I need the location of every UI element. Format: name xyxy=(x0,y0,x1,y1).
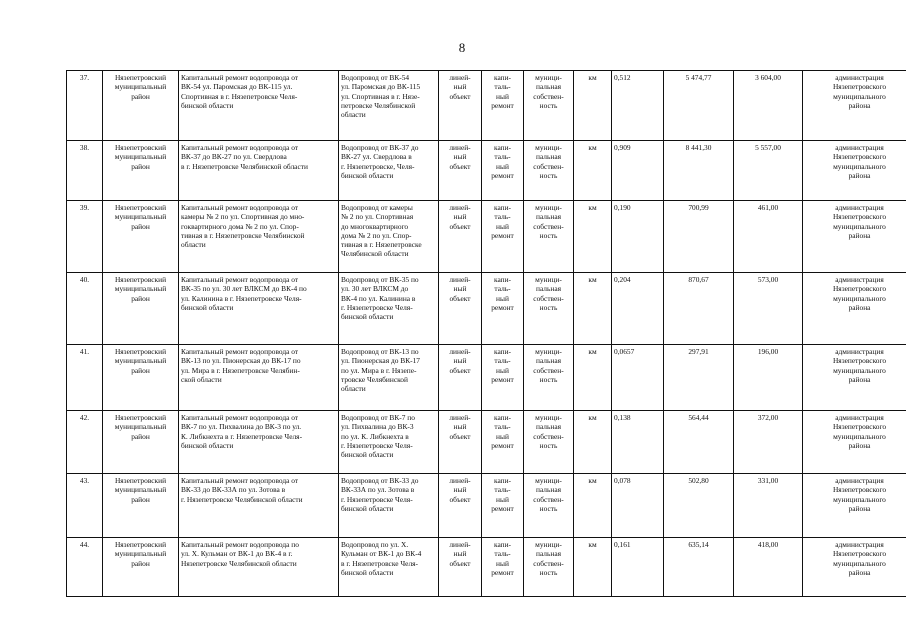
page-number: 8 xyxy=(458,40,466,55)
property-cell-text: муници- пальная собствен- ность xyxy=(533,203,564,240)
organization-cell xyxy=(803,201,906,273)
row-number-cell-text: 42. xyxy=(79,413,90,422)
project-name-cell xyxy=(179,141,339,201)
quantity-cell-text: 0,078 xyxy=(614,476,631,485)
unit-cell xyxy=(574,141,612,201)
organization-cell-text: администрация Нязепетровского муниципального района xyxy=(832,275,887,312)
row-number-cell-text: 44. xyxy=(79,540,90,549)
quantity-cell-text: 0,161 xyxy=(614,540,631,549)
object-type-cell-text: линей- ный объект xyxy=(449,73,471,101)
row-number-cell-text: 38. xyxy=(79,143,90,152)
budget-cell-text: 573,00 xyxy=(757,275,779,284)
property-cell xyxy=(524,538,574,597)
quantity-cell xyxy=(612,71,664,141)
budget-cell xyxy=(734,474,803,538)
cost-cell xyxy=(664,474,734,538)
cost-cell xyxy=(664,273,734,345)
registry-table-body xyxy=(67,71,906,597)
unit-cell-text: км xyxy=(588,143,597,152)
budget-cell xyxy=(734,141,803,201)
unit-cell-text: км xyxy=(588,476,597,485)
cost-cell-text: 8 441,30 xyxy=(685,143,712,152)
budget-cell-text: 418,00 xyxy=(757,540,779,549)
unit-cell xyxy=(574,345,612,411)
district-cell xyxy=(103,345,179,411)
budget-cell xyxy=(734,411,803,474)
property-cell xyxy=(524,474,574,538)
work-type-cell-text: капи- таль- ный ремонт xyxy=(491,347,514,384)
district-cell-text: Нязепетровский муниципальный район xyxy=(114,347,167,375)
quantity-cell-text: 0,138 xyxy=(614,413,631,422)
object-cell xyxy=(339,474,439,538)
object-type-cell-text: линей- ный объект xyxy=(449,413,471,441)
budget-cell-text: 372,00 xyxy=(757,413,779,422)
property-cell xyxy=(524,201,574,273)
property-cell-text: муници- пальная собствен- ность xyxy=(533,476,564,513)
table-row xyxy=(67,71,906,141)
budget-cell xyxy=(734,201,803,273)
district-cell xyxy=(103,411,179,474)
object-type-cell xyxy=(439,474,482,538)
cost-cell-text: 635,14 xyxy=(688,540,709,549)
property-cell-text: муници- пальная собствен- ность xyxy=(533,143,564,180)
property-cell-text: муници- пальная собствен- ность xyxy=(533,540,564,577)
cost-cell-text: 564,44 xyxy=(688,413,709,422)
organization-cell xyxy=(803,474,906,538)
cost-cell xyxy=(664,345,734,411)
unit-cell-text: км xyxy=(588,347,597,356)
quantity-cell xyxy=(612,538,664,597)
quantity-cell-text: 0,190 xyxy=(614,203,631,212)
organization-cell-text: администрация Нязепетровского муниципального района xyxy=(832,143,887,180)
district-cell xyxy=(103,538,179,597)
object-cell xyxy=(339,201,439,273)
table-row xyxy=(67,201,906,273)
work-type-cell xyxy=(482,71,524,141)
project-name-cell xyxy=(179,273,339,345)
object-cell-text: Водопровод от ВК-33 до ВК-33А по ул. Зотова в г. Нязепетровске Челя- бинской области xyxy=(341,476,419,513)
object-cell xyxy=(339,411,439,474)
cost-cell-text: 502,80 xyxy=(688,476,709,485)
work-type-cell xyxy=(482,141,524,201)
budget-cell-text: 3 604,00 xyxy=(755,73,781,82)
district-cell xyxy=(103,474,179,538)
district-cell xyxy=(103,273,179,345)
cost-cell xyxy=(664,538,734,597)
table-row xyxy=(67,411,906,474)
quantity-cell-text: 0,909 xyxy=(614,143,631,152)
cost-cell xyxy=(664,201,734,273)
project-name-cell xyxy=(179,71,339,141)
district-cell-text: Нязепетровский муниципальный район xyxy=(114,143,167,171)
district-cell-text: Нязепетровский муниципальный район xyxy=(114,203,167,231)
row-number-cell xyxy=(67,345,103,411)
work-type-cell-text: капи- таль- ный ремонт xyxy=(491,143,514,180)
object-type-cell xyxy=(439,141,482,201)
property-cell xyxy=(524,345,574,411)
organization-cell-text: администрация Нязепетровского муниципального района xyxy=(832,73,887,110)
cost-cell xyxy=(664,141,734,201)
project-name-cell xyxy=(179,538,339,597)
object-cell-text: Водопровод по ул. Х. Кульман от ВК-1 до ВК-4 в г. Нязепетровске Челя- бинской области xyxy=(341,540,422,577)
quantity-cell xyxy=(612,201,664,273)
unit-cell xyxy=(574,411,612,474)
row-number-cell-text: 41. xyxy=(79,347,90,356)
property-cell-text: муници- пальная собствен- ность xyxy=(533,413,564,450)
object-cell-text: Водопровод от ВК-35 по ул. 30 лет ВЛКСМ до ВК-4 по ул. Калинина в г. Нязепетровске Челя- бинской области xyxy=(341,275,419,321)
project-name-cell-text: Капитальный ремонт водопровода от ВК-33 до ВК-33А по ул. Зотова в г. Нязепетровске Челябинской области xyxy=(181,476,303,504)
quantity-cell xyxy=(612,474,664,538)
district-cell-text: Нязепетровский муниципальный район xyxy=(114,476,167,504)
project-name-cell-text: Капитальный ремонт водопровода от ВК-35 по ул. 30 лет ВЛКСМ до ВК-4 по ул. Калинина в г. Нязепетровске Челя- бинской области xyxy=(181,275,307,312)
object-type-cell xyxy=(439,345,482,411)
property-cell-text: муници- пальная собствен- ность xyxy=(533,275,564,312)
row-number-cell-text: 37. xyxy=(79,73,90,82)
project-name-cell-text: Капитальный ремонт водопровода от ВК-7 по ул. Пихвалина до ВК-3 по ул. К. Либкнехта в г. Нязепетровске Челя- бинской области xyxy=(181,413,303,450)
object-cell-text: Водопровод от ВК-37 до ВК-27 ул. Свердлова в г. Нязепетровске, Челя- бинской области xyxy=(341,143,419,180)
district-cell-text: Нязепетровский муниципальный район xyxy=(114,540,167,568)
table-row xyxy=(67,345,906,411)
object-type-cell xyxy=(439,71,482,141)
cost-cell-text: 297,91 xyxy=(688,347,709,356)
unit-cell-text: км xyxy=(588,275,597,284)
cost-cell-text: 5 474,77 xyxy=(685,73,712,82)
object-type-cell-text: линей- ный объект xyxy=(449,476,471,504)
organization-cell xyxy=(803,273,906,345)
property-cell-text: муници- пальная собствен- ность xyxy=(533,347,564,384)
property-cell-text: муници- пальная собствен- ность xyxy=(533,73,564,110)
cost-cell-text: 700,99 xyxy=(688,203,709,212)
object-type-cell-text: линей- ный объект xyxy=(449,275,471,303)
budget-cell-text: 196,00 xyxy=(757,347,779,356)
work-type-cell xyxy=(482,474,524,538)
work-type-cell xyxy=(482,538,524,597)
work-type-cell-text: капи- таль- ный ремонт xyxy=(491,275,514,312)
work-type-cell xyxy=(482,411,524,474)
budget-cell-text: 5 557,00 xyxy=(755,143,781,152)
organization-cell-text: администрация Нязепетровского муниципального района xyxy=(832,203,887,240)
work-type-cell-text: капи- таль- ный ремонт xyxy=(491,540,514,577)
quantity-cell xyxy=(612,411,664,474)
object-cell-text: Водопровод от ВК-54 ул. Паромская до ВК-115 ул. Спортивная в г. Нязе- петровске Челябинской области xyxy=(341,73,421,119)
object-type-cell xyxy=(439,411,482,474)
project-name-cell-text: Капитальный ремонт водопровода от ВК-37 до ВК-27 по ул. Свердлова в г. Нязепетровске Челябинской области xyxy=(181,143,308,171)
table-row xyxy=(67,538,906,597)
object-type-cell xyxy=(439,538,482,597)
object-type-cell-text: линей- ный объект xyxy=(449,203,471,231)
organization-cell xyxy=(803,411,906,474)
object-type-cell xyxy=(439,273,482,345)
row-number-cell xyxy=(67,538,103,597)
unit-cell xyxy=(574,71,612,141)
cost-cell xyxy=(664,411,734,474)
unit-cell-text: км xyxy=(588,73,597,82)
district-cell-text: Нязепетровский муниципальный район xyxy=(114,275,167,303)
district-cell-text: Нязепетровский муниципальный район xyxy=(114,73,167,101)
property-cell xyxy=(524,71,574,141)
project-name-cell xyxy=(179,345,339,411)
project-name-cell-text: Капитальный ремонт водопровода от камеры № 2 по ул. Спортивная до мно- гоквартирного дома № 2 по ул. Спор- тивная в г. Нязепетровске Челябинской области xyxy=(181,203,305,249)
table-row xyxy=(67,273,906,345)
row-number-cell xyxy=(67,411,103,474)
unit-cell xyxy=(574,474,612,538)
work-type-cell-text: капи- таль- ный ремонт xyxy=(491,73,514,110)
unit-cell xyxy=(574,273,612,345)
budget-cell-text: 331,00 xyxy=(757,476,779,485)
unit-cell-text: км xyxy=(588,413,597,422)
district-cell xyxy=(103,201,179,273)
object-cell-text: Водопровод от ВК-7 по ул. Пихвалина до ВК-3 по ул. К. Либкнехта в г. Нязепетровске Челя- бинской области xyxy=(341,413,415,459)
row-number-cell xyxy=(67,201,103,273)
project-name-cell-text: Капитальный ремонт водопровода от ВК-13 по ул. Пионерская до ВК-17 по ул. Мира в г. Нязепетровске Челябин- ской области xyxy=(181,347,301,384)
table-row xyxy=(67,141,906,201)
row-number-cell-text: 40. xyxy=(79,275,90,284)
object-cell-text: Водопровод от ВК-13 по ул. Пионерская до ВК-17 по ул. Мира в г. Нязепе- тровске Челябинской области xyxy=(341,347,420,393)
district-cell xyxy=(103,71,179,141)
budget-cell-text: 461,00 xyxy=(757,203,779,212)
quantity-cell-text: 0,204 xyxy=(614,275,631,284)
row-number-cell xyxy=(67,273,103,345)
work-type-cell-text: капи- таль- ный ремонт xyxy=(491,203,514,240)
work-type-cell-text: капи- таль- ный ремонт xyxy=(491,413,514,450)
object-type-cell-text: линей- ный объект xyxy=(449,347,471,375)
unit-cell xyxy=(574,538,612,597)
row-number-cell-text: 43. xyxy=(79,476,90,485)
object-cell xyxy=(339,345,439,411)
row-number-cell-text: 39. xyxy=(79,203,90,212)
district-cell-text: Нязепетровский муниципальный район xyxy=(114,413,167,441)
cost-cell xyxy=(664,71,734,141)
quantity-cell xyxy=(612,273,664,345)
object-cell-text: Водопровод от камеры № 2 по ул. Спортивная до многоквартирного дома № 2 по ул. Спор- тивная в г. Нязепетровске Челябинской области xyxy=(341,203,422,259)
budget-cell xyxy=(734,538,803,597)
project-name-cell xyxy=(179,411,339,474)
object-type-cell-text: линей- ный объект xyxy=(449,540,471,568)
unit-cell xyxy=(574,201,612,273)
work-type-cell-text: капи- таль- ный ремонт xyxy=(491,476,514,513)
quantity-cell xyxy=(612,141,664,201)
project-name-cell-text: Капитальный ремонт водопровода от ВК-54 ул. Паромская до ВК-115 ул. Спортивная в г. Нязепетровске Челя- бинской области xyxy=(181,73,299,110)
budget-cell xyxy=(734,273,803,345)
budget-cell xyxy=(734,345,803,411)
object-type-cell-text: линей- ный объект xyxy=(449,143,471,171)
unit-cell-text: км xyxy=(588,203,597,212)
registry-table xyxy=(66,70,906,597)
organization-cell xyxy=(803,71,906,141)
row-number-cell xyxy=(67,141,103,201)
quantity-cell xyxy=(612,345,664,411)
cost-cell-text: 870,67 xyxy=(688,275,709,284)
organization-cell xyxy=(803,345,906,411)
object-cell xyxy=(339,141,439,201)
organization-cell-text: администрация Нязепетровского муниципального района xyxy=(832,540,887,577)
object-cell xyxy=(339,71,439,141)
project-name-cell xyxy=(179,201,339,273)
budget-cell xyxy=(734,71,803,141)
work-type-cell xyxy=(482,201,524,273)
work-type-cell xyxy=(482,273,524,345)
organization-cell xyxy=(803,538,906,597)
project-name-cell xyxy=(179,474,339,538)
object-cell xyxy=(339,538,439,597)
object-cell xyxy=(339,273,439,345)
property-cell xyxy=(524,273,574,345)
organization-cell-text: администрация Нязепетровского муниципального района xyxy=(832,347,887,384)
organization-cell-text: администрация Нязепетровского муниципального района xyxy=(832,476,887,513)
project-name-cell-text: Капитальный ремонт водопровода по ул. Х. Кульман от ВК-1 до ВК-4 в г. Нязепетровске Челябинской области xyxy=(181,540,299,568)
organization-cell-text: администрация Нязепетровского муниципального района xyxy=(832,413,887,450)
district-cell xyxy=(103,141,179,201)
table-row xyxy=(67,474,906,538)
row-number-cell xyxy=(67,474,103,538)
work-type-cell xyxy=(482,345,524,411)
object-type-cell xyxy=(439,201,482,273)
quantity-cell-text: 0,512 xyxy=(614,73,631,82)
property-cell xyxy=(524,141,574,201)
quantity-cell-text: 0,0657 xyxy=(614,347,635,356)
unit-cell-text: км xyxy=(588,540,597,549)
property-cell xyxy=(524,411,574,474)
row-number-cell xyxy=(67,71,103,141)
organization-cell xyxy=(803,141,906,201)
